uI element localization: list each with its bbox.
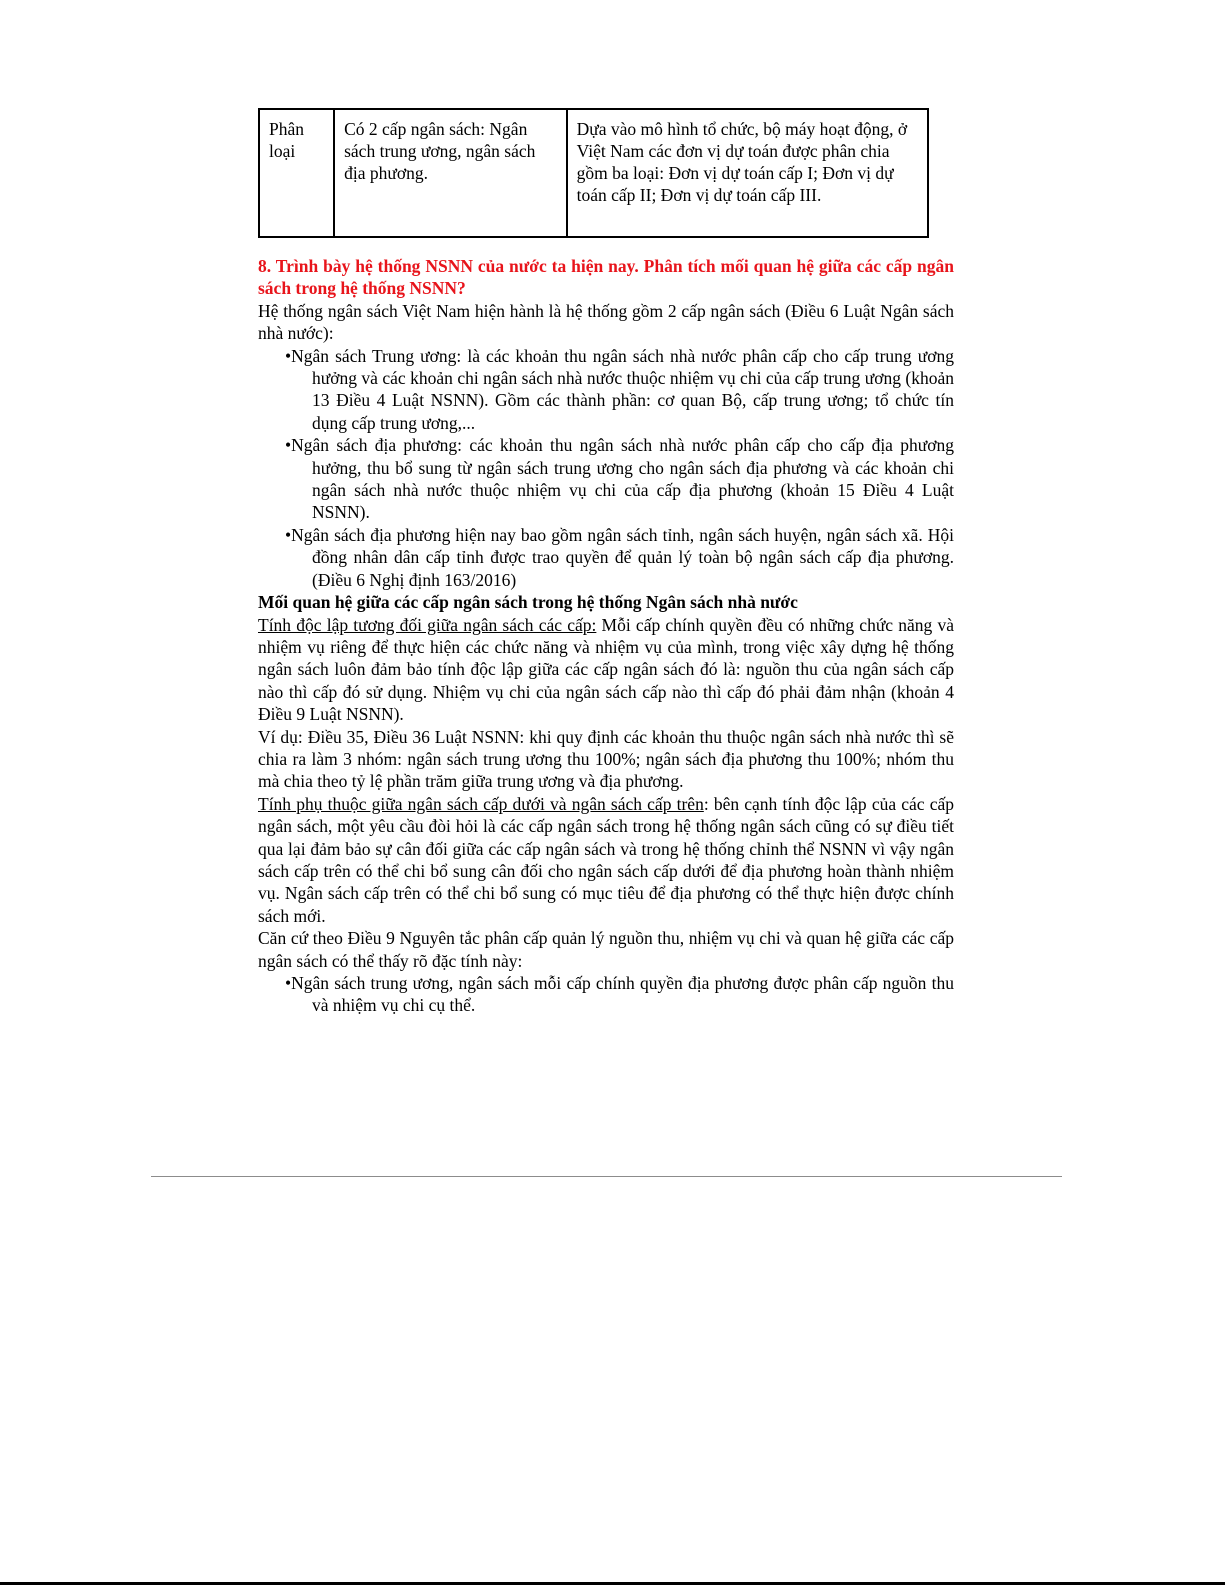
classification-table (258, 108, 929, 238)
table-cell-budget-levels: Có 2 cấp ngân sách: Ngân sách trung ương, ngân sách địa phương. (334, 109, 567, 237)
basis-paragraph: Căn cứ theo Điều 9 Nguyên tắc phân cấp quản lý nguồn thu, nhiệm vụ chi và quan hệ giữa các cấp ngân sách có thể thấy rõ đặc tính này: (258, 928, 954, 971)
table-row (259, 109, 928, 237)
dependence-term: Tính phụ thuộc giữa ngân sách cấp dưới và ngân sách cấp trên (258, 793, 704, 814)
list-item (285, 972, 954, 1017)
list-item-text: Ngân sách địa phương hiện nay bao gồm ngân sách tỉnh, ngân sách huyện, ngân sách xã. Hội đồng nhân dân cấp tỉnh được trao quyền để quản lý toàn bộ ngân sách cấp địa phương. (Điều 6 Nghị định 163/2016) (291, 524, 954, 590)
bullet-icon: • (285, 524, 292, 545)
dependence-text: : bên cạnh tính độc lập của các cấp ngân sách, một yêu cầu đòi hỏi là các cấp ngân sách trong hệ thống ngân sách cũng có sự điều tiết qua lại đảm bảo sự cân đối giữa các cấp ngân sách và trong hệ thống chỉnh thể NSNN vì vậy ngân sách cấp trên có thể chi bổ sung cân đối cho ngân sách cấp dưới để địa phương hoàn thành nhiệm vụ. Ngân sách cấp trên có thể chi bổ sung có mục tiêu để địa phương có thể thực hiện được chính sách mới. (258, 793, 955, 926)
example-paragraph: Ví dụ: Điều 35, Điều 36 Luật NSNN: khi quy định các khoản thu thuộc ngân sách nhà nước thì sẽ chia ra làm 3 nhóm: ngân sách trung ương thu 100%; ngân sách địa phương thu 100%; nhóm thu mà chia theo tỷ lệ phần trăm giữa trung ương và địa phương. (258, 726, 954, 792)
principle-list (258, 972, 954, 1017)
question-heading: 8. Trình bày hệ thống NSNN của nước ta hiện nay. Phân tích mối quan hệ giữa các cấp ngân sách trong hệ thống NSNN? (258, 256, 954, 299)
table-cell-estimate-units: Dựa vào mô hình tổ chức, bộ máy hoạt động, ở Việt Nam các đơn vị dự toán được phân chia gồm ba loại: Đơn vị dự toán cấp I; Đơn vị dự toán cấp II; Đơn vị dự toán cấp III. (567, 109, 928, 237)
bullet-icon: • (285, 973, 292, 993)
page-divider (151, 1176, 1062, 1177)
main-content (258, 255, 954, 1017)
intro-paragraph: Hệ thống ngân sách Việt Nam hiện hành là hệ thống gồm 2 cấp ngân sách (Điều 6 Luật Ngân sách nhà nước): (258, 300, 954, 344)
table-cell-label: Phân loại (259, 109, 334, 237)
independence-paragraph (258, 614, 954, 726)
list-item-text: Ngân sách Trung ương: là các khoản thu ngân sách nhà nước phân cấp cho cấp trung ương hưởng và các khoản chi ngân sách nhà nước thuộc nhiệm vụ chi của cấp trung ương (khoản 13 Điều 4 Luật NSNN). Gồm các thành phần: cơ quan Bộ, cấp trung ương; tổ chức tín dụng cấp trung ương,... (291, 345, 954, 433)
independence-term: Tính độc lập tương đối giữa ngân sách các cấp: (258, 614, 597, 635)
independence-text: Mỗi cấp chính quyền đều có những chức năng và nhiệm vụ riêng để thực hiện các chức năng và nhiệm vụ của mình, trong việc xây dựng hệ thống ngân sách luôn đảm bảo tính độc lập giữa các cấp ngân sách đó là: nguồn thu của ngân sách cấp nào thì cấp đó sử dụng. Nhiệm vụ chi của ngân sách cấp nào thì cấp đó phải đảm nhận (khoản 4 Điều 9 Luật NSNN). (258, 614, 954, 725)
list-item (285, 345, 954, 435)
list-item-text: Ngân sách địa phương: các khoản thu ngân sách nhà nước phân cấp cho cấp địa phương hưởng, thu bổ sung từ ngân sách trung ương cho ngân sách địa phương và các khoản chi ngân sách nhà nước thuộc nhiệm vụ chi của cấp địa phương (khoản 15 Điều 4 Luật NSNN). (291, 435, 954, 523)
dependence-paragraph (258, 793, 954, 927)
bullet-icon: • (285, 435, 292, 456)
list-item (285, 524, 954, 591)
bullet-icon: • (285, 345, 292, 366)
list-item (285, 434, 954, 524)
budget-level-list (258, 345, 954, 591)
relationship-subheading: Mối quan hệ giữa các cấp ngân sách trong hệ thống Ngân sách nhà nước (258, 592, 798, 613)
list-item-text: Ngân sách trung ương, ngân sách mỗi cấp chính quyền địa phương được phân cấp nguồn thu và nhiệm vụ chi cụ thể. (291, 973, 954, 1016)
